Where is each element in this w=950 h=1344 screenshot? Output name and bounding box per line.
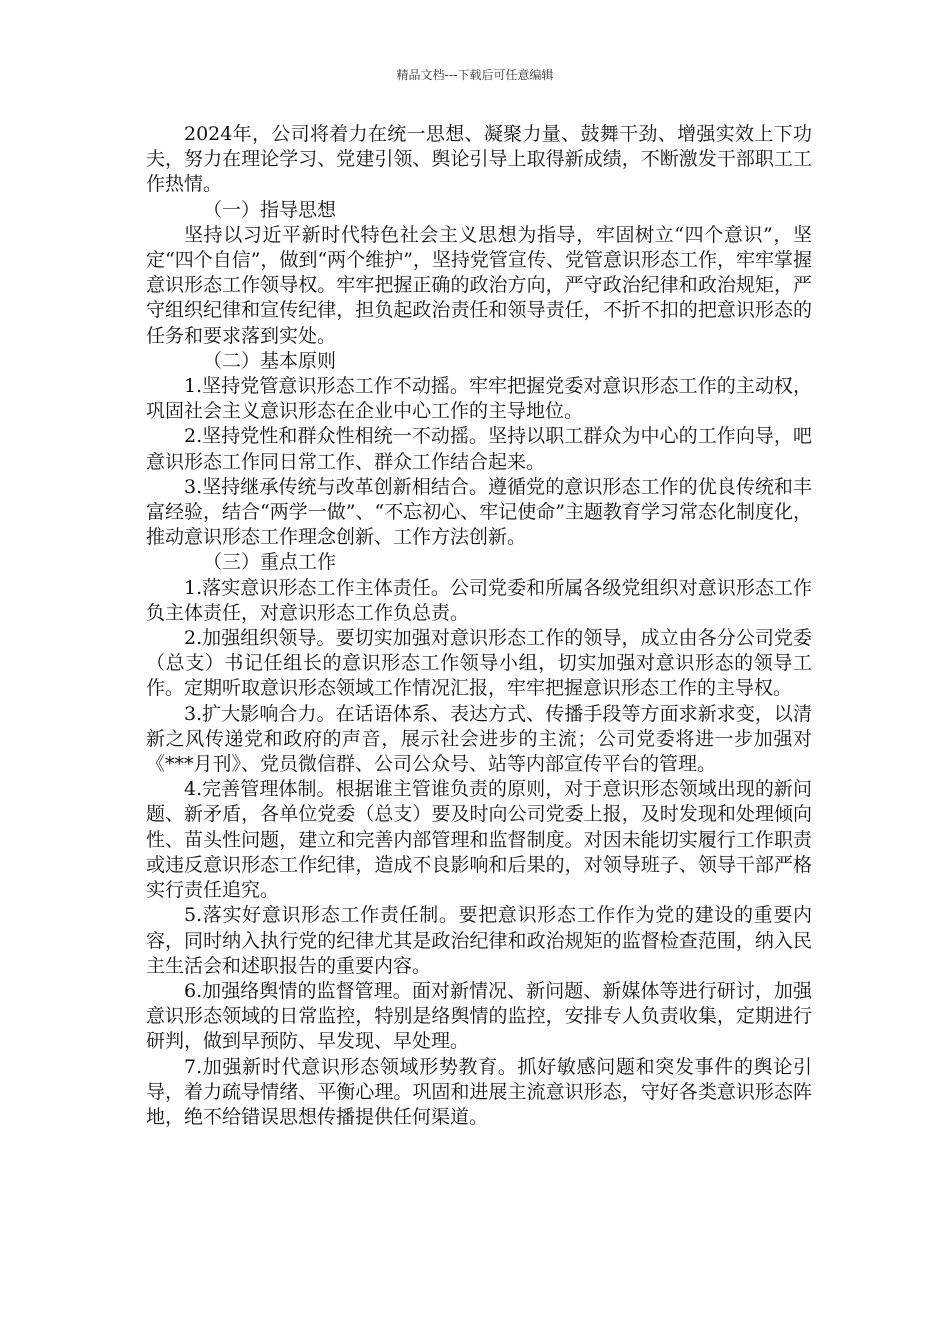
paragraph: 2.加强组织领导。要切实加强对意识形态工作的领导，成立由各分公司党委（总支）书记任组长的意识形态工作领导小组，切实加强对意识形态的领导工作。定期听取意识形态领域工作情况汇报，牢牢把握意识形态工作的主导权。 [146, 627, 812, 700]
section-heading-guiding-thought: （一）指导思想 [203, 198, 337, 221]
paragraph: 7.加强新时代意识形态领域形势教育。抓好敏感问题和突发事件的舆论引导，着力疏导情绪、平衡心理。巩固和进展主流意识形态，守好各类意识形态阵地，绝不给错误思想传播提供任何渠道。 [146, 1055, 812, 1128]
paragraph: 2.坚持党性和群众性相统一不动摇。坚持以职工群众为中心的工作向导，吧意识形态工作同日常工作、群众工作结合起来。 [146, 425, 812, 473]
paragraph-intro: 2024年，公司将着力在统一思想、凝聚力量、鼓舞干劲、增强实效上下功夫，努力在理论学习、党建引领、舆论引导上取得新成绩，不断激发干部职工工作热情。 [146, 123, 812, 196]
paragraph: 4.完善管理体制。根据谁主管谁负责的原则，对于意识形态领域出现的新问题、新矛盾，各单位党委（总支）要及时向公司党委上报，及时发现和处理倾向性、苗头性问题，建立和完善内部管理和监督制度。对因未能切实履行工作职责或违反意识形态工作纪律，造成不良影响和后果的，对领导班子、领导干部严格实行责任追究。 [146, 778, 812, 902]
paragraph: 坚持以习近平新时代特色社会主义思想为指导，牢固树立“四个意识”，坚定“四个自信”，做到“两个维护”，坚持党管宣传、党管意识形态工作，牢牢掌握意识形态工作领导权。牢牢把握正确的政治方向，严守政治纪律和政治规矩，严守组织纪律和宣传纪律，担负起政治责任和领导责任，不折不扣的把意识形态的任务和要求落到实处。 [146, 223, 812, 347]
paragraph: 6.加强络舆情的监督管理。面对新情况、新问题、新媒体等进行研讨，加强意识形态领域的日常监控，特别是络舆情的监控，安排专人负责收集，定期进行研判，做到早预防、早发现、早处理。 [146, 979, 812, 1053]
paragraph: 3.扩大影响合力。在话语体系、表达方式、传播手段等方面求新求变，以清新之风传递党和政府的声音，展示社会进步的主流；公司党委将进一步加强对《***月刊》、党员微信群、公司公众号、站等内部宣传平台的管理。 [146, 702, 812, 776]
section-heading-key-work: （三）重点工作 [203, 551, 337, 574]
paragraph: 5.落实好意识形态工作责任制。要把意识形态工作作为党的建设的重要内容，同时纳入执行党的纪律尤其是政治纪律和政治规矩的监督检查范围，纳入民主生活会和述职报告的重要内容。 [146, 904, 812, 977]
page-header: 精品文档---下载后可任意编辑 [396, 68, 554, 82]
paragraph: 1.坚持党管意识形态工作不动摇。牢牢把握党委对意识形态工作的主动权，巩固社会主义意识形态在企业中心工作的主导地位。 [146, 375, 812, 423]
paragraph: 1.落实意识形态工作主体责任。公司党委和所属各级党组织对意识形态工作负主体责任，对意识形态工作负总责。 [146, 576, 812, 624]
paragraph: 3.坚持继承传统与改革创新相结合。遵循党的意识形态工作的优良传统和丰富经验，结合“两学一做”、“不忘初心、牢记使命”主题教育学习常态化制度化，推动意识形态工作理念创新、工作方法创新。 [146, 475, 812, 549]
document-body [146, 122, 812, 1130]
section-heading-basic-principles: （二）基本原则 [203, 349, 337, 372]
